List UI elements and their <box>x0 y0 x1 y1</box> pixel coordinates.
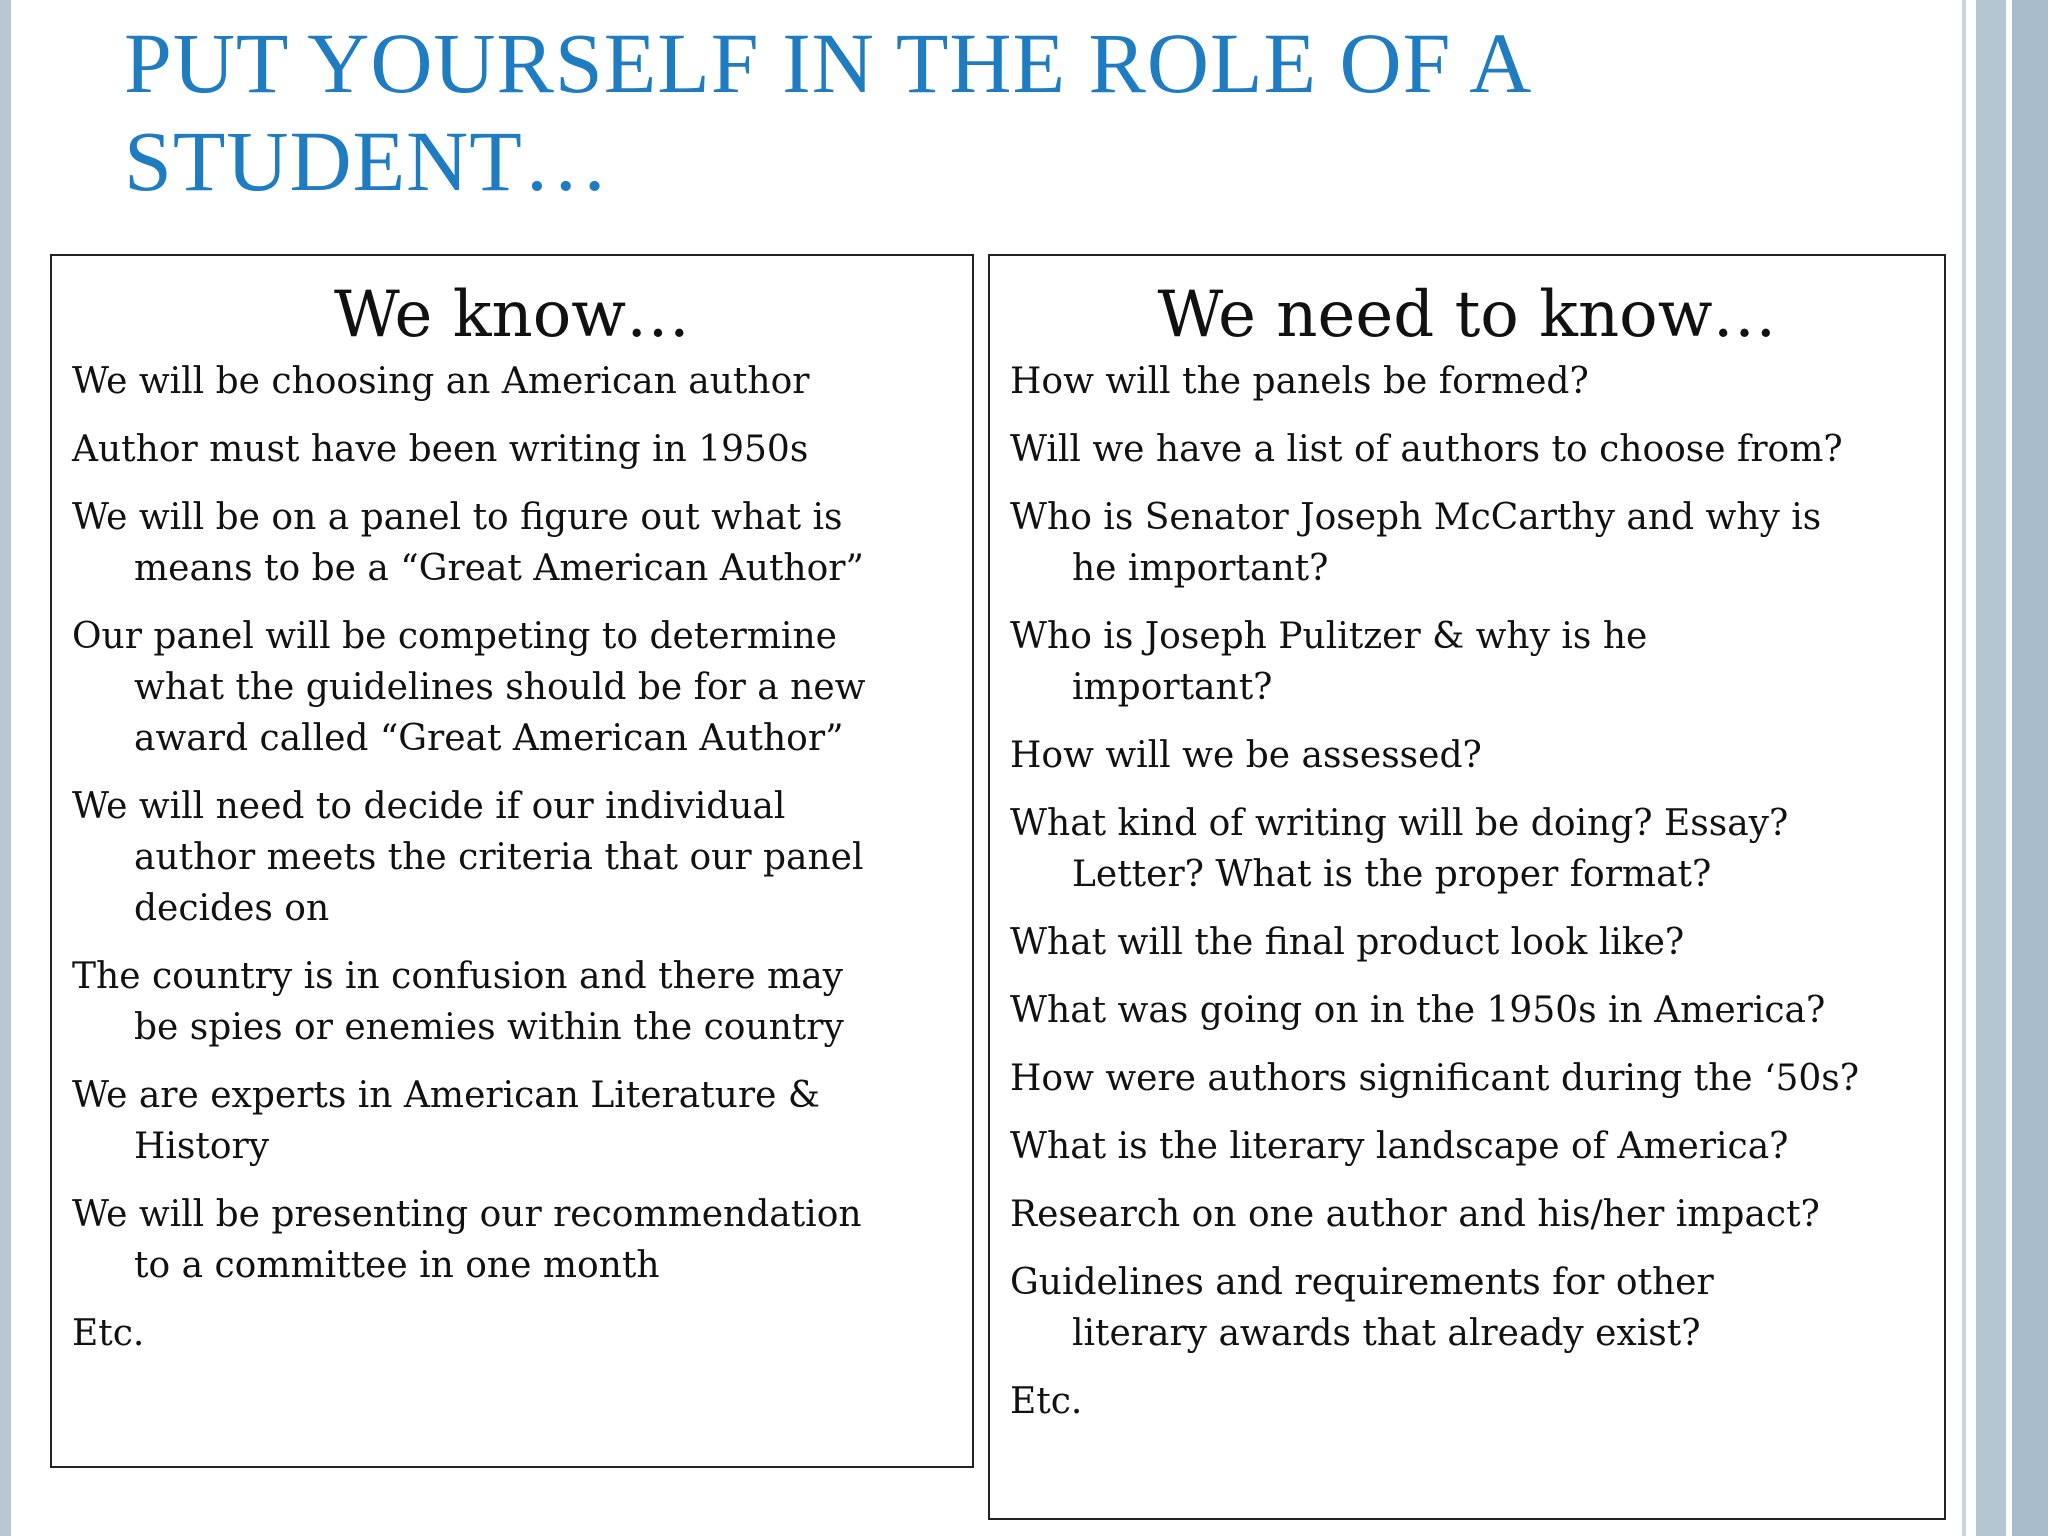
we-need-to-know-list <box>990 356 1944 1427</box>
we-know-item: We will be choosing an American author <box>72 361 810 402</box>
we-need-to-know-item: Guidelines and requirements for other literary awards that already exist? <box>1010 1262 1714 1354</box>
we-need-to-know-item: Research on one author and his/her impact? <box>1010 1194 1820 1235</box>
we-need-to-know-panel <box>988 254 1946 1520</box>
slide-title: PUT YOURSELF IN THE ROLE OF A STUDENT… <box>124 15 1533 209</box>
we-need-to-know-item: What is the literary landscape of America? <box>1010 1126 1789 1167</box>
we-need-to-know-item: How will the panels be formed? <box>1010 361 1589 402</box>
we-know-item: We are experts in American Literature & History <box>72 1075 820 1167</box>
we-need-to-know-item: What kind of writing will be doing? Essay? Letter? What is the proper format? <box>1010 803 1789 895</box>
we-know-item: We will be on a panel to figure out what is means to be a “Great American Author” <box>72 497 864 589</box>
we-need-to-know-item: Who is Joseph Pulitzer & why is he important? <box>1010 616 1648 708</box>
we-know-item: Our panel will be competing to determine what the guidelines should be for a new award called “Great American Author” <box>72 616 866 759</box>
we-know-list <box>52 356 972 1359</box>
we-know-item: The country is in confusion and there may be spies or enemies within the country <box>72 956 844 1048</box>
we-know-item: Etc. <box>72 1313 145 1354</box>
we-know-heading: We know… <box>333 278 691 352</box>
we-know-panel <box>50 254 974 1468</box>
we-know-item: We will need to decide if our individual author meets the criteria that our panel decides on <box>72 786 864 929</box>
slide-left-border <box>0 0 11 1536</box>
we-need-to-know-item: What was going on in the 1950s in America? <box>1010 990 1826 1031</box>
we-need-to-know-heading: We need to know… <box>1157 278 1777 352</box>
we-need-to-know-item: What will the final product look like? <box>1010 922 1685 963</box>
we-need-to-know-item: Who is Senator Joseph McCarthy and why is he important? <box>1010 497 1822 589</box>
we-need-to-know-item: How will we be assessed? <box>1010 735 1482 776</box>
we-know-item: We will be presenting our recommendation to a committee in one month <box>72 1194 862 1286</box>
slide-right-border-outer <box>2012 0 2048 1536</box>
we-know-item: Author must have been writing in 1950s <box>72 429 809 470</box>
slide-right-border-band <box>1976 0 2006 1536</box>
we-need-to-know-item: Etc. <box>1010 1381 1083 1422</box>
we-need-to-know-item: Will we have a list of authors to choose from? <box>1010 429 1843 470</box>
slide-right-border-line <box>1962 0 1966 1536</box>
we-need-to-know-item: How were authors significant during the ‘50s? <box>1010 1058 1860 1099</box>
